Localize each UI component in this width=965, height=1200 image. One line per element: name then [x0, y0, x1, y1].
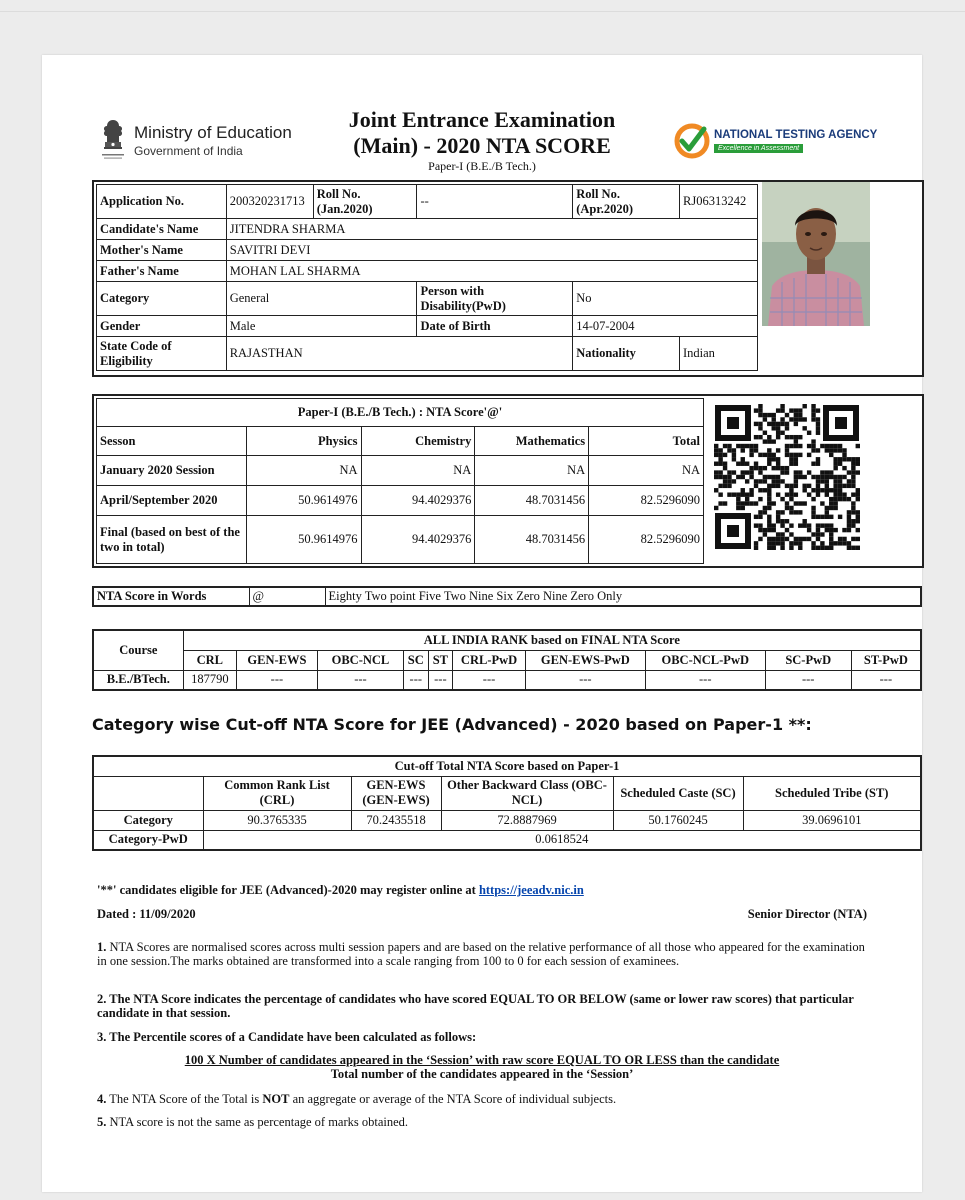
formula-denominator: Total number of the candidates appeared in the ‘Session’ — [330, 1067, 634, 1081]
title-line-1: Joint Entrance Examination — [348, 107, 616, 132]
total-score: 82.5296090 — [589, 516, 704, 564]
chemistry-score: 94.4029376 — [361, 516, 475, 564]
page-subtitle: Paper-I (B.E./B Tech.) — [428, 159, 536, 173]
rank-header-obc-ncl-pwd: OBC-NCL-PwD — [645, 650, 765, 670]
note-5-number: 5. — [97, 1115, 107, 1129]
total-score: NA — [589, 456, 704, 486]
note-4-text-b: an aggregate or average of the NTA Score of individual subjects. — [292, 1092, 617, 1106]
gender-label: Gender — [97, 316, 227, 337]
candidate-name-value: JITENDRA SHARMA — [226, 219, 757, 240]
father-name-label: Father's Name — [97, 261, 227, 282]
note-1 — [97, 940, 867, 968]
cutoff-pwd-label: Category-PwD — [93, 830, 203, 850]
pwd-value: No — [573, 282, 758, 316]
score-header-chemistry: Chemistry — [361, 427, 475, 456]
roll-jan-label: Roll No. (Jan.2020) — [313, 185, 417, 219]
note-3: 3. The Percentile scores of a Candidate have been calculated as follows: — [97, 1030, 477, 1044]
score-in-words-label: NTA Score in Words — [93, 587, 249, 606]
father-name-value: MOHAN LAL SHARMA — [226, 261, 757, 282]
rank-header-sc: SC — [403, 650, 428, 670]
score-in-words-value: Eighty Two point Five Two Nine Six Zero Nine Zero Only — [325, 587, 921, 606]
eligibility-text: '**' candidates eligible for JEE (Advanced)-2020 may register online at — [97, 883, 476, 897]
cutoff-row — [93, 810, 921, 830]
cutoff-gen-ews: 70.2435518 — [351, 810, 441, 830]
score-row — [97, 456, 704, 486]
physics-score: NA — [246, 456, 361, 486]
note-2: 2. The NTA Score indicates the percentage of candidates who have scored EQUAL TO OR BELOW (same or lower raw scores) that particular candidate in that session. — [97, 992, 854, 1020]
rank-gen-ews-pwd: --- — [525, 670, 645, 690]
rank-header-gen-ews: GEN-EWS — [236, 650, 317, 670]
percentile-formula — [97, 1053, 867, 1081]
nta-name: NATIONAL TESTING AGENCY — [714, 129, 878, 141]
rank-header-crl: CRL — [183, 650, 236, 670]
cutoff-caption: Cut-off Total NTA Score based on Paper-1 — [93, 756, 921, 776]
category-value: General — [226, 282, 417, 316]
roll-jan-value: -- — [417, 185, 573, 219]
cutoff-heading: Category wise Cut-off NTA Score for JEE (Advanced) - 2020 based on Paper-1 **: — [92, 715, 812, 734]
cutoff-header-obc-ncl: Other Backward Class (OBC-NCL) — [441, 776, 613, 810]
cutoff-header-gen-ews: GEN-EWS (GEN-EWS) — [351, 776, 441, 810]
rank-course: B.E./BTech. — [93, 670, 183, 690]
total-score: 82.5296090 — [589, 486, 704, 516]
note-4-emphasis: NOT — [262, 1092, 290, 1106]
score-in-words-symbol: @ — [249, 587, 325, 606]
state-code-value: RAJASTHAN — [226, 337, 572, 371]
score-card-page — [42, 55, 922, 1192]
nationality-label: Nationality — [573, 337, 680, 371]
rank-header-crl-pwd: CRL-PwD — [453, 650, 526, 670]
dob-value: 14-07-2004 — [573, 316, 758, 337]
roll-apr-label: Roll No. (Apr.2020) — [573, 185, 680, 219]
rank-caption: ALL INDIA RANK based on FINAL NTA Score — [183, 630, 921, 650]
title-line-2: (Main) - 2020 NTA SCORE — [353, 133, 611, 158]
cutoff-header-sc: Scheduled Caste (SC) — [613, 776, 743, 810]
note-4-number: 4. — [97, 1092, 107, 1106]
cutoff-st: 39.0696101 — [743, 810, 921, 830]
nta-emblem-icon — [674, 123, 710, 159]
candidate-name-label: Candidate's Name — [97, 219, 227, 240]
cutoff-header-st: Scheduled Tribe (ST) — [743, 776, 921, 810]
chemistry-score: 94.4029376 — [361, 486, 475, 516]
application-no-label: Application No. — [97, 185, 227, 219]
note-4 — [97, 1092, 867, 1106]
rank-header-st-pwd: ST-PwD — [851, 650, 921, 670]
cutoff-header-crl: Common Rank List (CRL) — [203, 776, 351, 810]
cutoff-category-label: Category — [93, 810, 203, 830]
formula-numerator: 100 X Number of candidates appeared in the ‘Session’ with raw score EQUAL TO OR LESS than the candidate — [184, 1053, 780, 1067]
score-header-session: Sesson — [97, 427, 247, 456]
rank-sc: --- — [403, 670, 428, 690]
score-row — [97, 486, 704, 516]
chemistry-score: NA — [361, 456, 475, 486]
ministry-logo — [98, 118, 298, 168]
score-header-physics: Physics — [246, 427, 361, 456]
rank-crl-pwd: --- — [453, 670, 526, 690]
mathematics-score: NA — [475, 456, 589, 486]
nta-tagline: Excellence in Assessment — [714, 144, 803, 153]
eligibility-note — [97, 883, 897, 897]
note-4-text-a: The NTA Score of the Total is — [109, 1092, 260, 1106]
rank-header-obc-ncl: OBC-NCL — [317, 650, 403, 670]
note-1-number: 1. — [97, 940, 107, 954]
signatory: Senior Director (NTA) — [747, 907, 867, 921]
dated: Dated : 11/09/2020 — [97, 907, 196, 921]
rank-gen-ews: --- — [236, 670, 317, 690]
score-row — [97, 516, 704, 564]
mathematics-score: 48.7031456 — [475, 486, 589, 516]
application-no-value: 200320231713 — [226, 185, 313, 219]
viewer-top-bar — [0, 0, 965, 12]
roll-apr-value: RJ06313242 — [680, 185, 758, 219]
gender-value: Male — [226, 316, 417, 337]
physics-score: 50.9614976 — [246, 516, 361, 564]
qr-code — [714, 404, 860, 550]
page-title — [312, 107, 652, 159]
rank-obc-ncl-pwd: --- — [645, 670, 765, 690]
physics-score: 50.9614976 — [246, 486, 361, 516]
nta-logo — [674, 121, 884, 161]
session-label: April/September 2020 — [97, 486, 247, 516]
nationality-value: Indian — [680, 337, 758, 371]
state-code-label: State Code of Eligibility — [97, 337, 227, 371]
candidate-details-table — [96, 184, 758, 371]
rank-header-gen-ews-pwd: GEN-EWS-PwD — [525, 650, 645, 670]
cutoff-sc: 50.1760245 — [613, 810, 743, 830]
dob-label: Date of Birth — [417, 316, 573, 337]
session-label: January 2020 Session — [97, 456, 247, 486]
rank-table — [92, 629, 922, 691]
cutoff-table — [92, 755, 922, 851]
score-table — [96, 398, 704, 564]
note-1-text: NTA Scores are normalised scores across multi session papers and are based on the relative performance of all those who appeared for the examination in one session.The marks obtained are transformed into a scale ranging from 100 to 0 for each session of examinees. — [97, 940, 865, 968]
rank-row — [93, 670, 921, 690]
note-5-text: NTA score is not the same as percentage of marks obtained. — [109, 1115, 409, 1129]
national-emblem-icon — [98, 118, 128, 164]
rank-st-pwd: --- — [851, 670, 921, 690]
candidate-photo — [762, 182, 870, 326]
rank-header-st: ST — [428, 650, 453, 670]
category-label: Category — [97, 282, 227, 316]
rank-crl: 187790 — [183, 670, 236, 690]
mathematics-score: 48.7031456 — [475, 516, 589, 564]
ministry-name: Ministry of Education — [134, 123, 292, 142]
mother-name-value: SAVITRI DEVI — [226, 240, 757, 261]
rank-st: --- — [428, 670, 453, 690]
score-in-words-table — [92, 586, 922, 607]
rank-header-sc-pwd: SC-PwD — [765, 650, 851, 670]
mother-name-label: Mother's Name — [97, 240, 227, 261]
score-caption: Paper-I (B.E./B Tech.) : NTA Score'@' — [97, 399, 704, 427]
note-5 — [97, 1115, 867, 1129]
cutoff-crl: 90.3765335 — [203, 810, 351, 830]
cutoff-pwd-row — [93, 830, 921, 850]
rank-course-header: Course — [93, 630, 183, 670]
government-name: Government of India — [134, 144, 243, 158]
cutoff-header-blank — [93, 776, 203, 810]
jeeadv-link[interactable]: https://jeeadv.nic.in — [478, 883, 584, 897]
session-label: Final (based on best of the two in total) — [97, 516, 247, 564]
cutoff-pwd-value: 0.0618524 — [203, 830, 921, 850]
score-header-total: Total — [589, 427, 704, 456]
rank-obc-ncl: --- — [317, 670, 403, 690]
cutoff-obc-ncl: 72.8887969 — [441, 810, 613, 830]
pwd-label: Person with Disability(PwD) — [417, 282, 573, 316]
score-header-mathematics: Mathematics — [475, 427, 589, 456]
rank-sc-pwd: --- — [765, 670, 851, 690]
